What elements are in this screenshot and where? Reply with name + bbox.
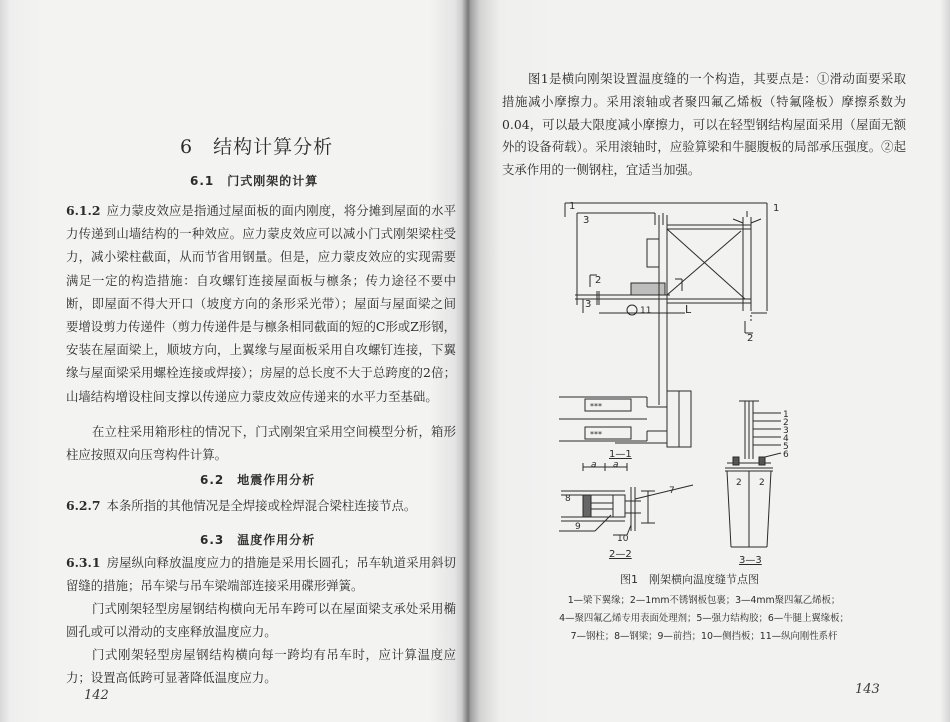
paragraph-6-3-1: [66, 551, 456, 597]
section-label-2-2: 2—2: [609, 549, 632, 560]
clause-number: 6.2.7: [66, 498, 101, 513]
clause-number: 6.1.2: [66, 203, 101, 218]
callout-list-item: 5: [783, 442, 789, 452]
figure-legend-line-2: 4—聚四氟乙烯专用表面处理剂；5—强力结构胶；6—牛腿上翼缘板；: [559, 613, 849, 624]
page-number: 142: [84, 688, 109, 703]
paragraph-crane-each: 门式刚架轻型房屋钢结构横向每一跨均有吊车时，应计算温度应力；设置高低跨可显著降低温度应力。: [66, 647, 456, 686]
bolt-label: 2: [759, 478, 765, 488]
right-page: [470, 0, 950, 722]
clause-number: 6.3.1: [66, 555, 101, 570]
bolt-row: ***: [590, 402, 602, 411]
callout-list-item: 6: [783, 450, 789, 460]
figure-intro-paragraph: 图1是横向刚架设置温度缝的一个构造，其要点是：①滑动面要采取措施减小摩擦力。采用滚轴或者聚四氟乙烯板（特氟隆板）摩擦系数为0.04，可以最大限度减小摩擦力，可以在轻型钢结构屋面采用（屋面无额外的设备荷载）。采用滚轴时，应验算梁和牛腿腹板的局部承压强度。②起支承作用的一侧钢柱，宜适当加强。: [502, 71, 906, 178]
section-label-1-1: 1—1: [609, 449, 632, 460]
callout-2-left: 2: [595, 275, 602, 286]
bolt-row: ***: [590, 430, 602, 439]
elevation-view: [565, 203, 767, 405]
callout-list-item: 1: [783, 410, 789, 420]
dimension-a: a: [613, 460, 619, 470]
callout-list-item: 3: [783, 426, 789, 436]
temperature-joint-figure: [555, 195, 855, 565]
callout-7: 7: [669, 486, 675, 496]
callout-11: 11: [640, 306, 652, 316]
section-1-1: [559, 391, 691, 447]
callout-8: 8: [565, 494, 571, 504]
paragraph-crane-free: 门式刚架轻型房屋钢结构横向无吊车跨可以在屋面梁支承处采用椭圆孔或可以滑动的支座释放温度应力。: [66, 601, 456, 640]
chapter-title: 6 结构计算分析: [180, 136, 334, 158]
bearing-pad: [631, 283, 665, 295]
figure-caption: 图1 刚架横向温度缝节点图: [620, 573, 759, 586]
callout-3-mid: 3: [585, 299, 592, 310]
callout-list-item: 2: [783, 418, 789, 428]
bolt-label: 2: [736, 478, 742, 488]
figure-legend-line-3: 7—钢柱；8—钢梁；9—前挡；10—侧挡板；11—纵向刚性系杆: [570, 631, 838, 642]
section-heading-6-1: 6.1 门式刚架的计算: [190, 174, 319, 188]
stiffener-plate: [647, 239, 659, 267]
section-label-3-3: 3—3: [739, 555, 762, 565]
paragraph-text: 应力蒙皮效应是指通过屋面板的面内刚度，将分摊到屋面的水平力传递到山墙结构的一种效应。应力蒙皮效应可以减小门式刚架梁柱受力，减小梁柱截面，从而节省用钢量。但是，应力蒙皮效应的实现需要满足一定的构造措施：自攻螺钉连接屋面板与檩条；传力途径不要中断，即屋面不得大开口（坡度方向的条形采光带）；屋面与屋面梁之间要增设剪力传递件（剪力传递件是与檩条相同截面的短的C形或Z形钢，安装在屋面梁上，顺坡方向，上翼缘与屋面板采用自攻螺钉连接，下翼缘与屋面梁采用螺栓连接或焊接）；房屋的总长度不大于总跨度的2倍；山墙结构增设柱间支撑以传递应力蒙皮效应传递来的水平力至基础。: [66, 203, 456, 404]
dimension-a: a: [591, 460, 597, 470]
paragraph-box-column: 在立柱采用箱形柱的情况下，门式刚架宜采用空间模型分析，箱形柱应按照双向压弯构件计算。: [66, 424, 456, 463]
callout-2-right: 2: [747, 333, 754, 344]
section-3-3: [725, 401, 781, 547]
figure-legend-line-1: 1—梁下翼缘；2—1mm不锈钢板包裹；3—4mm聚四氟乙烯板；: [567, 595, 841, 606]
page-number: 143: [855, 682, 880, 697]
left-page: [0, 0, 468, 722]
callout-9: 9: [575, 522, 581, 532]
section-heading-6-3: 6.3 温度作用分析: [200, 533, 316, 547]
callout-1-top: 1: [569, 201, 576, 212]
paragraph-6-1-2: [66, 199, 456, 408]
callout-list-item: 4: [783, 434, 789, 444]
section-heading-6-2: 6.2 地震作用分析: [200, 473, 316, 487]
label-l: L: [685, 303, 692, 316]
callout-10: 10: [617, 534, 629, 544]
paragraph-text: 本条所指的其他情况是全焊接或栓焊混合梁柱连接节点。: [106, 498, 417, 513]
paragraph-6-2-7: [66, 494, 456, 517]
callout-1-right: 1: [773, 203, 780, 214]
paragraph-text: 房屋纵向释放温度应力的措施是采用长圆孔；吊车轨道采用斜切留缝的措施；吊车梁与吊车梁端部连接采用碟形弹簧。: [66, 555, 456, 594]
callout-3-top: 3: [583, 215, 590, 226]
